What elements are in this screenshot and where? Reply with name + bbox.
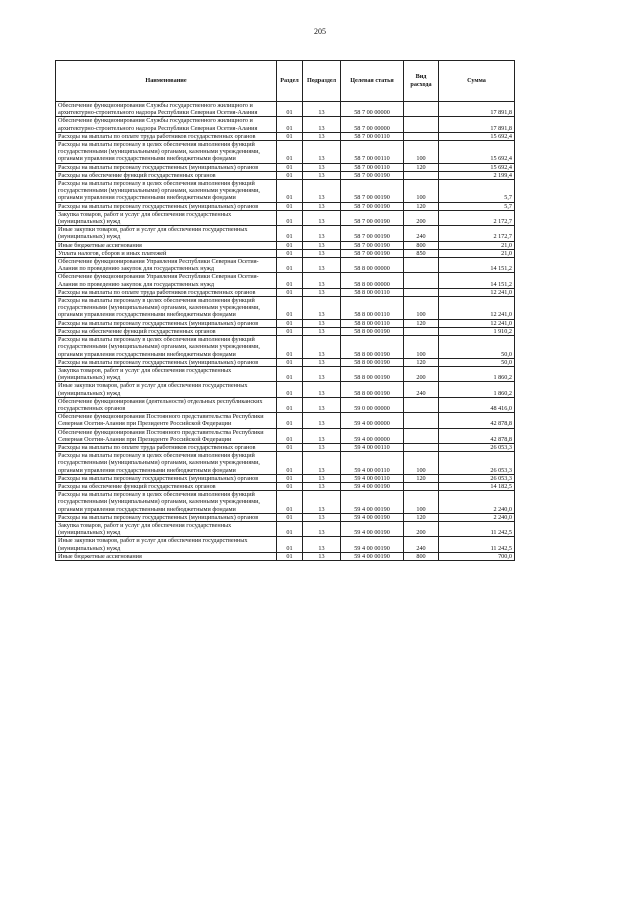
cell-target: 58 7 00 00190 [341, 202, 404, 210]
cell-type: 200 [404, 210, 439, 225]
cell-sum: 14 182,5 [439, 482, 515, 490]
cell-name: Иные закупки товаров, работ и услуг для обеспечения государственных (муниципальных) нужд [56, 382, 277, 397]
cell-name: Расходы на выплаты персоналу государственных (муниципальных) органов [56, 474, 277, 482]
cell-section: 01 [277, 288, 303, 296]
cell-name: Обеспечение функционирования Управления Республики Северная Осетия-Алания по проведению закупок для государственных нужд [56, 258, 277, 273]
cell-target: 58 7 00 00110 [341, 163, 404, 171]
cell-name: Расходы на выплаты персоналу государственных (муниципальных) органов [56, 163, 277, 171]
cell-subsection: 13 [303, 226, 341, 241]
cell-type: 800 [404, 241, 439, 249]
cell-sum: 17 891,8 [439, 102, 515, 117]
table-row [56, 537, 515, 552]
cell-type [404, 288, 439, 296]
table-row [56, 141, 515, 164]
table-row [56, 132, 515, 140]
table-row [56, 521, 515, 536]
cell-type: 200 [404, 521, 439, 536]
cell-sum: 15 692,4 [439, 163, 515, 171]
cell-sum: 50,0 [439, 336, 515, 359]
cell-name: Расходы на выплаты по оплате труда работников государственных органов [56, 288, 277, 296]
table-row [56, 273, 515, 288]
cell-type: 100 [404, 336, 439, 359]
cell-sum: 2 240,0 [439, 491, 515, 514]
cell-type [404, 482, 439, 490]
cell-subsection: 13 [303, 452, 341, 475]
cell-target: 58 8 00 00190 [341, 336, 404, 359]
cell-target: 58 8 00 00110 [341, 319, 404, 327]
cell-subsection: 13 [303, 366, 341, 381]
table-row [56, 226, 515, 241]
cell-sum: 42 878,8 [439, 413, 515, 428]
cell-name: Расходы на выплаты персоналу в целях обеспечения выполнения функций государственными (муниципальными) органами, казенными учреждениями, органами управления государственными внебюджетными фондами [56, 297, 277, 320]
cell-target: 58 8 00 00190 [341, 358, 404, 366]
cell-name: Расходы на выплаты персоналу в целях обеспечения выполнения функций государственными (муниципальными) органами, казенными учреждениями, органами управления государственными внебюджетными фондами [56, 452, 277, 475]
cell-target: 59 4 00 00190 [341, 521, 404, 536]
table-row [56, 428, 515, 443]
cell-type [404, 327, 439, 335]
cell-type [404, 428, 439, 443]
cell-sum: 2 172,7 [439, 210, 515, 225]
cell-type [404, 132, 439, 140]
cell-section: 01 [277, 226, 303, 241]
cell-target: 58 7 00 00190 [341, 249, 404, 257]
budget-table [55, 60, 515, 561]
cell-name: Обеспечение функционирования Службы государственного жилищного и архитектурно-строительного надзора Республики Северная Осетия-Алания [56, 117, 277, 132]
header-sum: Сумма [439, 61, 515, 102]
table-row [56, 443, 515, 451]
table-row [56, 297, 515, 320]
cell-sum: 50,0 [439, 358, 515, 366]
cell-subsection: 13 [303, 210, 341, 225]
cell-name: Расходы на обеспечение функций государственных органов [56, 327, 277, 335]
cell-target: 59 4 00 00190 [341, 537, 404, 552]
cell-sum: 1 860,2 [439, 366, 515, 381]
cell-type: 100 [404, 180, 439, 203]
cell-section: 01 [277, 249, 303, 257]
cell-section: 01 [277, 413, 303, 428]
cell-target: 58 8 00 00190 [341, 366, 404, 381]
table-row [56, 397, 515, 412]
cell-type: 850 [404, 249, 439, 257]
table-row [56, 102, 515, 117]
cell-subsection: 13 [303, 358, 341, 366]
cell-subsection: 13 [303, 202, 341, 210]
header-subsection: Подраздел [303, 61, 341, 102]
cell-name: Обеспечение функционирования Постоянного представительства Республики Северная Осетия-Алания при Президенте Российской Федерации [56, 413, 277, 428]
table-row [56, 258, 515, 273]
cell-name: Закупка товаров, работ и услуг для обеспечения государственных (муниципальных) нужд [56, 366, 277, 381]
cell-section: 01 [277, 163, 303, 171]
table-row [56, 241, 515, 249]
cell-section: 01 [277, 202, 303, 210]
cell-type: 120 [404, 319, 439, 327]
table-row [56, 327, 515, 335]
table-row [56, 202, 515, 210]
table-body [56, 102, 515, 561]
cell-sum: 2 199,4 [439, 171, 515, 179]
cell-name: Уплата налогов, сборов и иных платежей [56, 249, 277, 257]
cell-type: 240 [404, 226, 439, 241]
cell-target: 59 4 00 00190 [341, 482, 404, 490]
cell-target: 58 8 00 00000 [341, 258, 404, 273]
cell-type: 100 [404, 297, 439, 320]
table-row [56, 382, 515, 397]
cell-name: Расходы на выплаты по оплате труда работников государственных органов [56, 132, 277, 140]
cell-sum: 14 151,2 [439, 258, 515, 273]
cell-subsection: 13 [303, 521, 341, 536]
cell-name: Иные закупки товаров, работ и услуг для обеспечения государственных (муниципальных) нужд [56, 537, 277, 552]
cell-target: 58 8 00 00000 [341, 273, 404, 288]
cell-type: 240 [404, 537, 439, 552]
cell-target: 59 4 00 00190 [341, 552, 404, 560]
cell-name: Иные закупки товаров, работ и услуг для обеспечения государственных (муниципальных) нужд [56, 226, 277, 241]
cell-subsection: 13 [303, 491, 341, 514]
cell-subsection: 13 [303, 537, 341, 552]
cell-type [404, 258, 439, 273]
table-row [56, 366, 515, 381]
cell-section: 01 [277, 491, 303, 514]
cell-type: 200 [404, 366, 439, 381]
cell-sum: 26 053,3 [439, 443, 515, 451]
cell-section: 01 [277, 273, 303, 288]
cell-section: 01 [277, 382, 303, 397]
table-row [56, 452, 515, 475]
cell-subsection: 13 [303, 273, 341, 288]
cell-section: 01 [277, 171, 303, 179]
cell-section: 01 [277, 102, 303, 117]
cell-sum: 17 891,8 [439, 117, 515, 132]
cell-type [404, 413, 439, 428]
cell-name: Расходы на выплаты по оплате труда работников государственных органов [56, 443, 277, 451]
cell-subsection: 13 [303, 297, 341, 320]
cell-type: 120 [404, 202, 439, 210]
cell-sum: 700,0 [439, 552, 515, 560]
cell-subsection: 13 [303, 102, 341, 117]
page-number: 205 [314, 27, 326, 36]
cell-type: 100 [404, 491, 439, 514]
cell-section: 01 [277, 537, 303, 552]
cell-target: 58 8 00 00110 [341, 297, 404, 320]
table-header [56, 61, 515, 102]
cell-type: 120 [404, 474, 439, 482]
cell-target: 58 7 00 00000 [341, 117, 404, 132]
cell-sum: 14 151,2 [439, 273, 515, 288]
cell-name: Обеспечение функционирования Постоянного представительства Республики Северная Осетия-Алания при Президенте Российской Федерации [56, 428, 277, 443]
cell-subsection: 13 [303, 180, 341, 203]
cell-sum: 15 692,4 [439, 141, 515, 164]
cell-sum: 12 241,0 [439, 297, 515, 320]
cell-target: 58 7 00 00190 [341, 210, 404, 225]
cell-target: 59 4 00 00000 [341, 428, 404, 443]
cell-target: 58 7 00 00110 [341, 132, 404, 140]
cell-subsection: 13 [303, 249, 341, 257]
cell-type: 100 [404, 141, 439, 164]
table-row [56, 163, 515, 171]
table-row [56, 513, 515, 521]
cell-name: Закупка товаров, работ и услуг для обеспечения государственных (муниципальных) нужд [56, 521, 277, 536]
cell-sum: 1 860,2 [439, 382, 515, 397]
table-row [56, 249, 515, 257]
cell-subsection: 13 [303, 241, 341, 249]
cell-target: 59 4 00 00110 [341, 474, 404, 482]
cell-name: Иные бюджетные ассигнования [56, 241, 277, 249]
table-row [56, 117, 515, 132]
cell-name: Расходы на выплаты персоналу в целях обеспечения выполнения функций государственными (муниципальными) органами, казенными учреждениями, органами управления государственными внебюджетными фондами [56, 180, 277, 203]
cell-section: 01 [277, 297, 303, 320]
cell-type: 120 [404, 163, 439, 171]
cell-section: 01 [277, 482, 303, 490]
cell-target: 58 7 00 00190 [341, 180, 404, 203]
cell-sum: 11 242,5 [439, 537, 515, 552]
cell-section: 01 [277, 366, 303, 381]
cell-subsection: 13 [303, 413, 341, 428]
cell-name: Расходы на выплаты персоналу в целях обеспечения выполнения функций государственными (муниципальными) органами, казенными учреждениями, органами управления государственными внебюджетными фондами [56, 141, 277, 164]
header-name: Наименование [56, 61, 277, 102]
cell-type [404, 397, 439, 412]
cell-section: 01 [277, 132, 303, 140]
cell-section: 01 [277, 397, 303, 412]
cell-type [404, 102, 439, 117]
table-row [56, 413, 515, 428]
cell-name: Расходы на выплаты персоналу в целях обеспечения выполнения функций государственными (муниципальными) органами, казенными учреждениями, органами управления государственными внебюджетными фондами [56, 491, 277, 514]
cell-name: Обеспечение функционирования Службы государственного жилищного и архитектурно-строительного надзора Республики Северная Осетия-Алания [56, 102, 277, 117]
cell-name: Обеспечение функционирования (деятельности) отдельных республиканских государственных органов [56, 397, 277, 412]
cell-subsection: 13 [303, 117, 341, 132]
cell-section: 01 [277, 452, 303, 475]
cell-name: Закупка товаров, работ и услуг для обеспечения государственных (муниципальных) нужд [56, 210, 277, 225]
cell-target: 59 4 00 00190 [341, 491, 404, 514]
cell-name: Расходы на выплаты персоналу в целях обеспечения выполнения функций государственными (муниципальными) органами, казенными учреждениями, органами управления государственными внебюджетными фондами [56, 336, 277, 359]
table-row [56, 552, 515, 560]
cell-subsection: 13 [303, 397, 341, 412]
cell-target: 58 7 00 00190 [341, 226, 404, 241]
cell-subsection: 13 [303, 141, 341, 164]
cell-section: 01 [277, 443, 303, 451]
cell-subsection: 13 [303, 552, 341, 560]
cell-sum: 1 910,2 [439, 327, 515, 335]
cell-subsection: 13 [303, 327, 341, 335]
cell-section: 01 [277, 241, 303, 249]
cell-sum: 12 241,0 [439, 319, 515, 327]
cell-subsection: 13 [303, 336, 341, 359]
cell-target: 58 8 00 00110 [341, 288, 404, 296]
cell-section: 01 [277, 180, 303, 203]
cell-section: 01 [277, 552, 303, 560]
cell-section: 01 [277, 319, 303, 327]
cell-subsection: 13 [303, 288, 341, 296]
cell-sum: 2 240,0 [439, 513, 515, 521]
cell-section: 01 [277, 141, 303, 164]
cell-sum: 21,0 [439, 241, 515, 249]
cell-name: Расходы на выплаты персоналу государственных (муниципальных) органов [56, 202, 277, 210]
table-row [56, 180, 515, 203]
cell-target: 58 7 00 00000 [341, 102, 404, 117]
cell-sum: 5,7 [439, 202, 515, 210]
cell-type [404, 171, 439, 179]
cell-subsection: 13 [303, 482, 341, 490]
table-row [56, 482, 515, 490]
cell-sum: 15 692,4 [439, 132, 515, 140]
cell-sum: 2 172,7 [439, 226, 515, 241]
cell-subsection: 13 [303, 428, 341, 443]
table-row [56, 171, 515, 179]
cell-type [404, 117, 439, 132]
cell-type: 120 [404, 358, 439, 366]
cell-name: Расходы на выплаты персоналу государственных (муниципальных) органов [56, 319, 277, 327]
cell-subsection: 13 [303, 443, 341, 451]
header-section: Раздел [277, 61, 303, 102]
cell-section: 01 [277, 521, 303, 536]
table-row [56, 319, 515, 327]
cell-target: 59 4 00 00110 [341, 443, 404, 451]
cell-sum: 11 242,5 [439, 521, 515, 536]
cell-section: 01 [277, 358, 303, 366]
cell-section: 01 [277, 117, 303, 132]
cell-target: 58 7 00 00110 [341, 141, 404, 164]
table-row [56, 358, 515, 366]
header-type: Вид расхода [404, 61, 439, 102]
header-target: Целевая статья [341, 61, 404, 102]
cell-target: 59 4 00 00110 [341, 452, 404, 475]
cell-type [404, 443, 439, 451]
cell-name: Расходы на обеспечение функций государственных органов [56, 171, 277, 179]
cell-target: 58 8 00 00190 [341, 327, 404, 335]
cell-type [404, 273, 439, 288]
table-row [56, 491, 515, 514]
cell-name: Обеспечение функционирования Управления Республики Северная Осетия-Алания по проведению закупок для государственных нужд [56, 273, 277, 288]
cell-subsection: 13 [303, 132, 341, 140]
cell-type: 800 [404, 552, 439, 560]
cell-subsection: 13 [303, 258, 341, 273]
table-row [56, 336, 515, 359]
cell-section: 01 [277, 327, 303, 335]
cell-target: 58 8 00 00190 [341, 382, 404, 397]
cell-section: 01 [277, 258, 303, 273]
cell-section: 01 [277, 474, 303, 482]
cell-target: 59 4 00 00190 [341, 513, 404, 521]
cell-subsection: 13 [303, 513, 341, 521]
cell-name: Расходы на выплаты персоналу государственных (муниципальных) органов [56, 513, 277, 521]
table-row [56, 474, 515, 482]
cell-section: 01 [277, 513, 303, 521]
cell-type: 240 [404, 382, 439, 397]
cell-sum: 12 241,0 [439, 288, 515, 296]
cell-subsection: 13 [303, 474, 341, 482]
table-row [56, 210, 515, 225]
cell-subsection: 13 [303, 319, 341, 327]
cell-name: Расходы на выплаты персоналу государственных (муниципальных) органов [56, 358, 277, 366]
cell-sum: 48 416,0 [439, 397, 515, 412]
cell-subsection: 13 [303, 163, 341, 171]
cell-section: 01 [277, 428, 303, 443]
cell-sum: 42 878,8 [439, 428, 515, 443]
cell-sum: 5,7 [439, 180, 515, 203]
cell-sum: 26 053,3 [439, 452, 515, 475]
cell-type: 100 [404, 452, 439, 475]
cell-section: 01 [277, 210, 303, 225]
cell-target: 59 0 00 00000 [341, 397, 404, 412]
cell-type: 120 [404, 513, 439, 521]
cell-name: Расходы на обеспечение функций государственных органов [56, 482, 277, 490]
cell-section: 01 [277, 336, 303, 359]
cell-subsection: 13 [303, 171, 341, 179]
table-row [56, 288, 515, 296]
cell-name: Иные бюджетные ассигнования [56, 552, 277, 560]
cell-target: 58 7 00 00190 [341, 241, 404, 249]
cell-target: 59 4 00 00000 [341, 413, 404, 428]
cell-sum: 26 053,3 [439, 474, 515, 482]
cell-subsection: 13 [303, 382, 341, 397]
cell-sum: 21,0 [439, 249, 515, 257]
cell-target: 58 7 00 00190 [341, 171, 404, 179]
